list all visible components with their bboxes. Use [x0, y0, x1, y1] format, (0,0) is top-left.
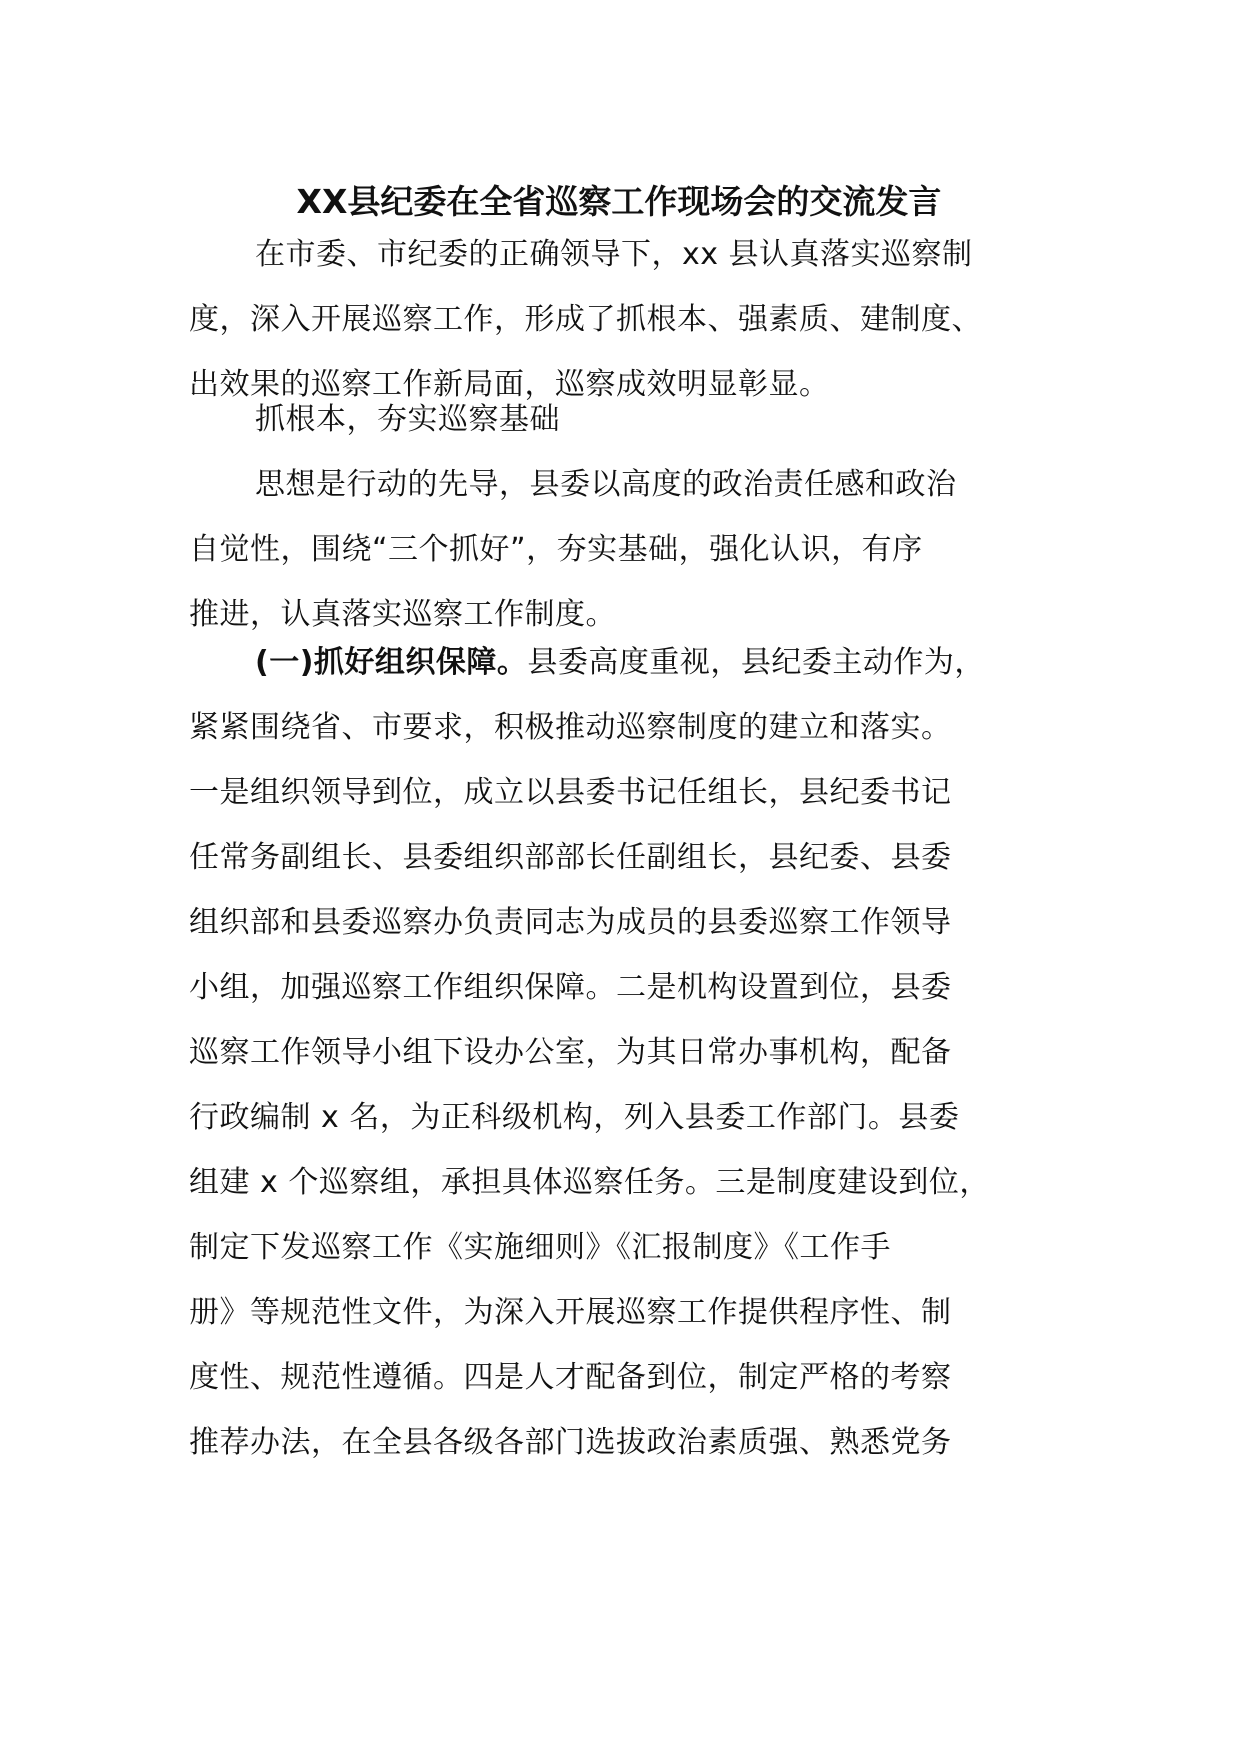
text-line: 小组，加强巡察工作组织保障。二是机构设置到位，县委: [189, 970, 952, 1005]
text-line: 组建 x 个巡察组，承担具体巡察任务。三是制度建设到位，: [189, 1165, 990, 1200]
section-heading: [189, 387, 1069, 452]
text-line: 自觉性，围绕“三个抓好”，夯实基础，强化认识，有序: [189, 532, 923, 567]
text-line: 度，深入开展巡察工作，形成了抓根本、强素质、建制度、: [189, 302, 982, 337]
text-line: 一是组织领导到位，成立以县委书记任组长，县纪委书记: [189, 775, 952, 810]
text-line: 度性、规范性遵循。四是人才配备到位，制定严格的考察: [189, 1360, 952, 1395]
text-line: [189, 630, 1069, 695]
text-line: 册》等规范性文件，为深入开展巡察工作提供程序性、制: [189, 1295, 952, 1330]
text-line: 出效果的巡察工作新局面，巡察成效明显彰显。: [189, 367, 830, 402]
text-line: 组织部和县委巡察办负责同志为成员的县委巡察工作领导: [189, 905, 952, 940]
subsection-lead: (一)抓好组织保障。: [255, 645, 528, 680]
document-title: XX县纪委在全省巡察工作现场会的交流发言: [296, 182, 942, 221]
text-line: 推荐办法，在全县各级各部门选拔政治素质强、熟悉党务: [189, 1425, 952, 1460]
text-line: 思想是行动的先导，县委以高度的政治责任感和政治: [255, 467, 957, 502]
text-line: 制定下发巡察工作《实施细则》《汇报制度》《工作手: [189, 1230, 891, 1265]
paragraph-2: [189, 452, 1069, 647]
text-line: 紧紧围绕省、市要求，积极推动巡察制度的建立和落实。: [189, 710, 952, 745]
text-line: 任常务副组长、县委组织部部长任副组长，县纪委、县委: [189, 840, 952, 875]
text-run: 县委高度重视，县纪委主动作为，: [527, 645, 985, 680]
text-line: 行政编制 x 名，为正科级机构，列入县委工作部门。县委: [189, 1100, 960, 1135]
paragraph-3: [189, 630, 1069, 1475]
text-line: 巡察工作领导小组下设办公室，为其日常办事机构，配备: [189, 1035, 952, 1070]
section-heading-text: 抓根本，夯实巡察基础: [255, 402, 560, 437]
text-line: 推进，认真落实巡察工作制度。: [189, 597, 616, 632]
text-line: 在市委、市纪委的正确领导下，xx 县认真落实巡察制: [255, 237, 973, 272]
